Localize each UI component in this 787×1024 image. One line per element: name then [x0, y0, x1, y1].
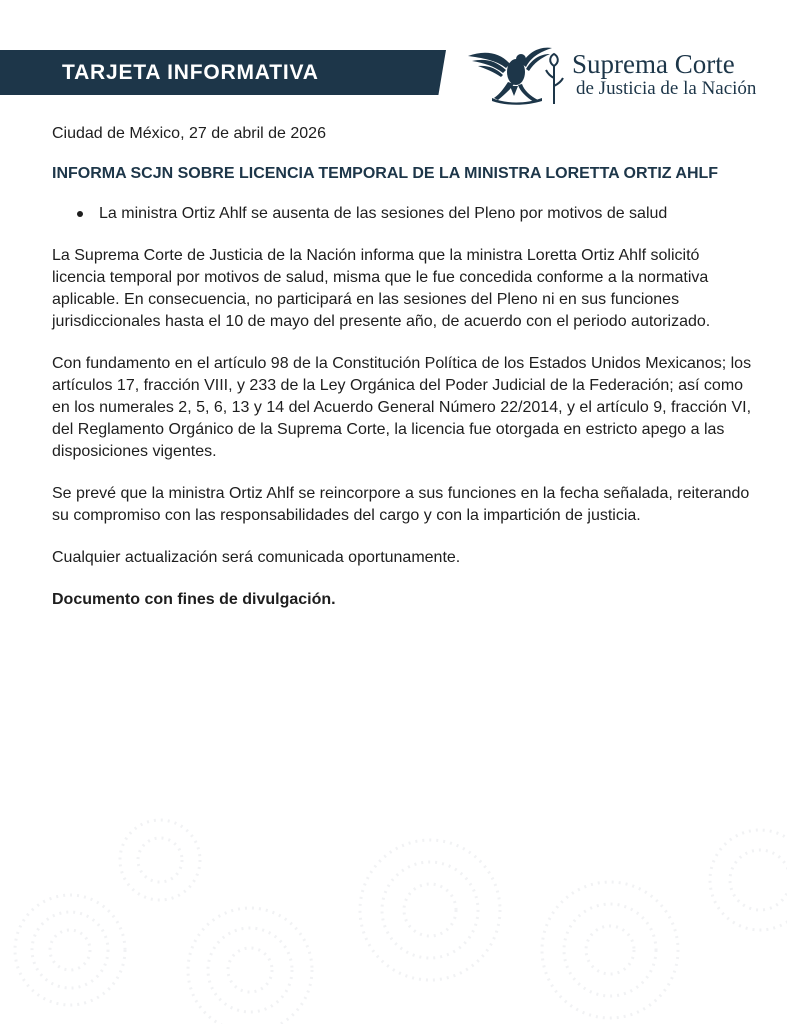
- list-item: [52, 203, 752, 225]
- bullet-icon: [77, 211, 83, 217]
- document-body: [52, 123, 752, 611]
- logo-subtitle: de Justicia de la Nación: [576, 78, 757, 99]
- background-pattern: [0, 800, 787, 1024]
- list-item-text: La ministra Ortiz Ahlf se ausenta de las sesiones del Pleno por motivos de salud: [99, 205, 668, 222]
- document-title: INFORMA SCJN SOBRE LICENCIA TEMPORAL DE LA MINISTRA LORETTA ORTIZ AHLF: [52, 165, 719, 182]
- logo-title: Suprema Corte: [572, 49, 735, 79]
- eagle-emblem-icon: [466, 44, 566, 106]
- paragraph-1: La Suprema Corte de Justicia de la Nación informa que la ministra Loretta Ortiz Ahlf solicitó licencia temporal por motivos de salud, misma que le fue concedida conforme a la normativa aplicable. En consecuencia, no participará en las sesiones del Pleno ni en sus funciones jurisdiccionales hasta el 10 de mayo del presente año, de acuerdo con el periodo autorizado.: [52, 247, 711, 330]
- paragraph-3: Se prevé que la ministra Ortiz Ahlf se reincorpore a sus funciones en la fecha señalada, reiterando su compromiso con las responsabilidades del cargo y con la impartición de justicia.: [52, 485, 750, 524]
- paragraph-4: Cualquier actualización será comunicada oportunamente.: [52, 549, 461, 566]
- paragraph-2: Con fundamento en el artículo 98 de la Constitución Política de los Estados Unidos Mexicanos; los artículos 17, fracción VIII, y 233 de la Ley Orgánica del Poder Judicial de la Federación; así como en los numerales 2, 5, 6, 13 y 14 del Acuerdo General Número 22/2014, y el artículo 9, fracción VI, del Reglamento Orgánico de la Suprema Corte, la licencia fue otorgada en estricto apego a las disposiciones vigentes.: [52, 355, 752, 460]
- closing-note: Documento con fines de divulgación.: [52, 591, 336, 608]
- scjn-logo: [466, 44, 756, 106]
- banner-title: TARJETA INFORMATIVA: [62, 61, 319, 84]
- bullet-list: [52, 203, 752, 225]
- document-date: Ciudad de México, 27 de abril de 2026: [52, 125, 326, 142]
